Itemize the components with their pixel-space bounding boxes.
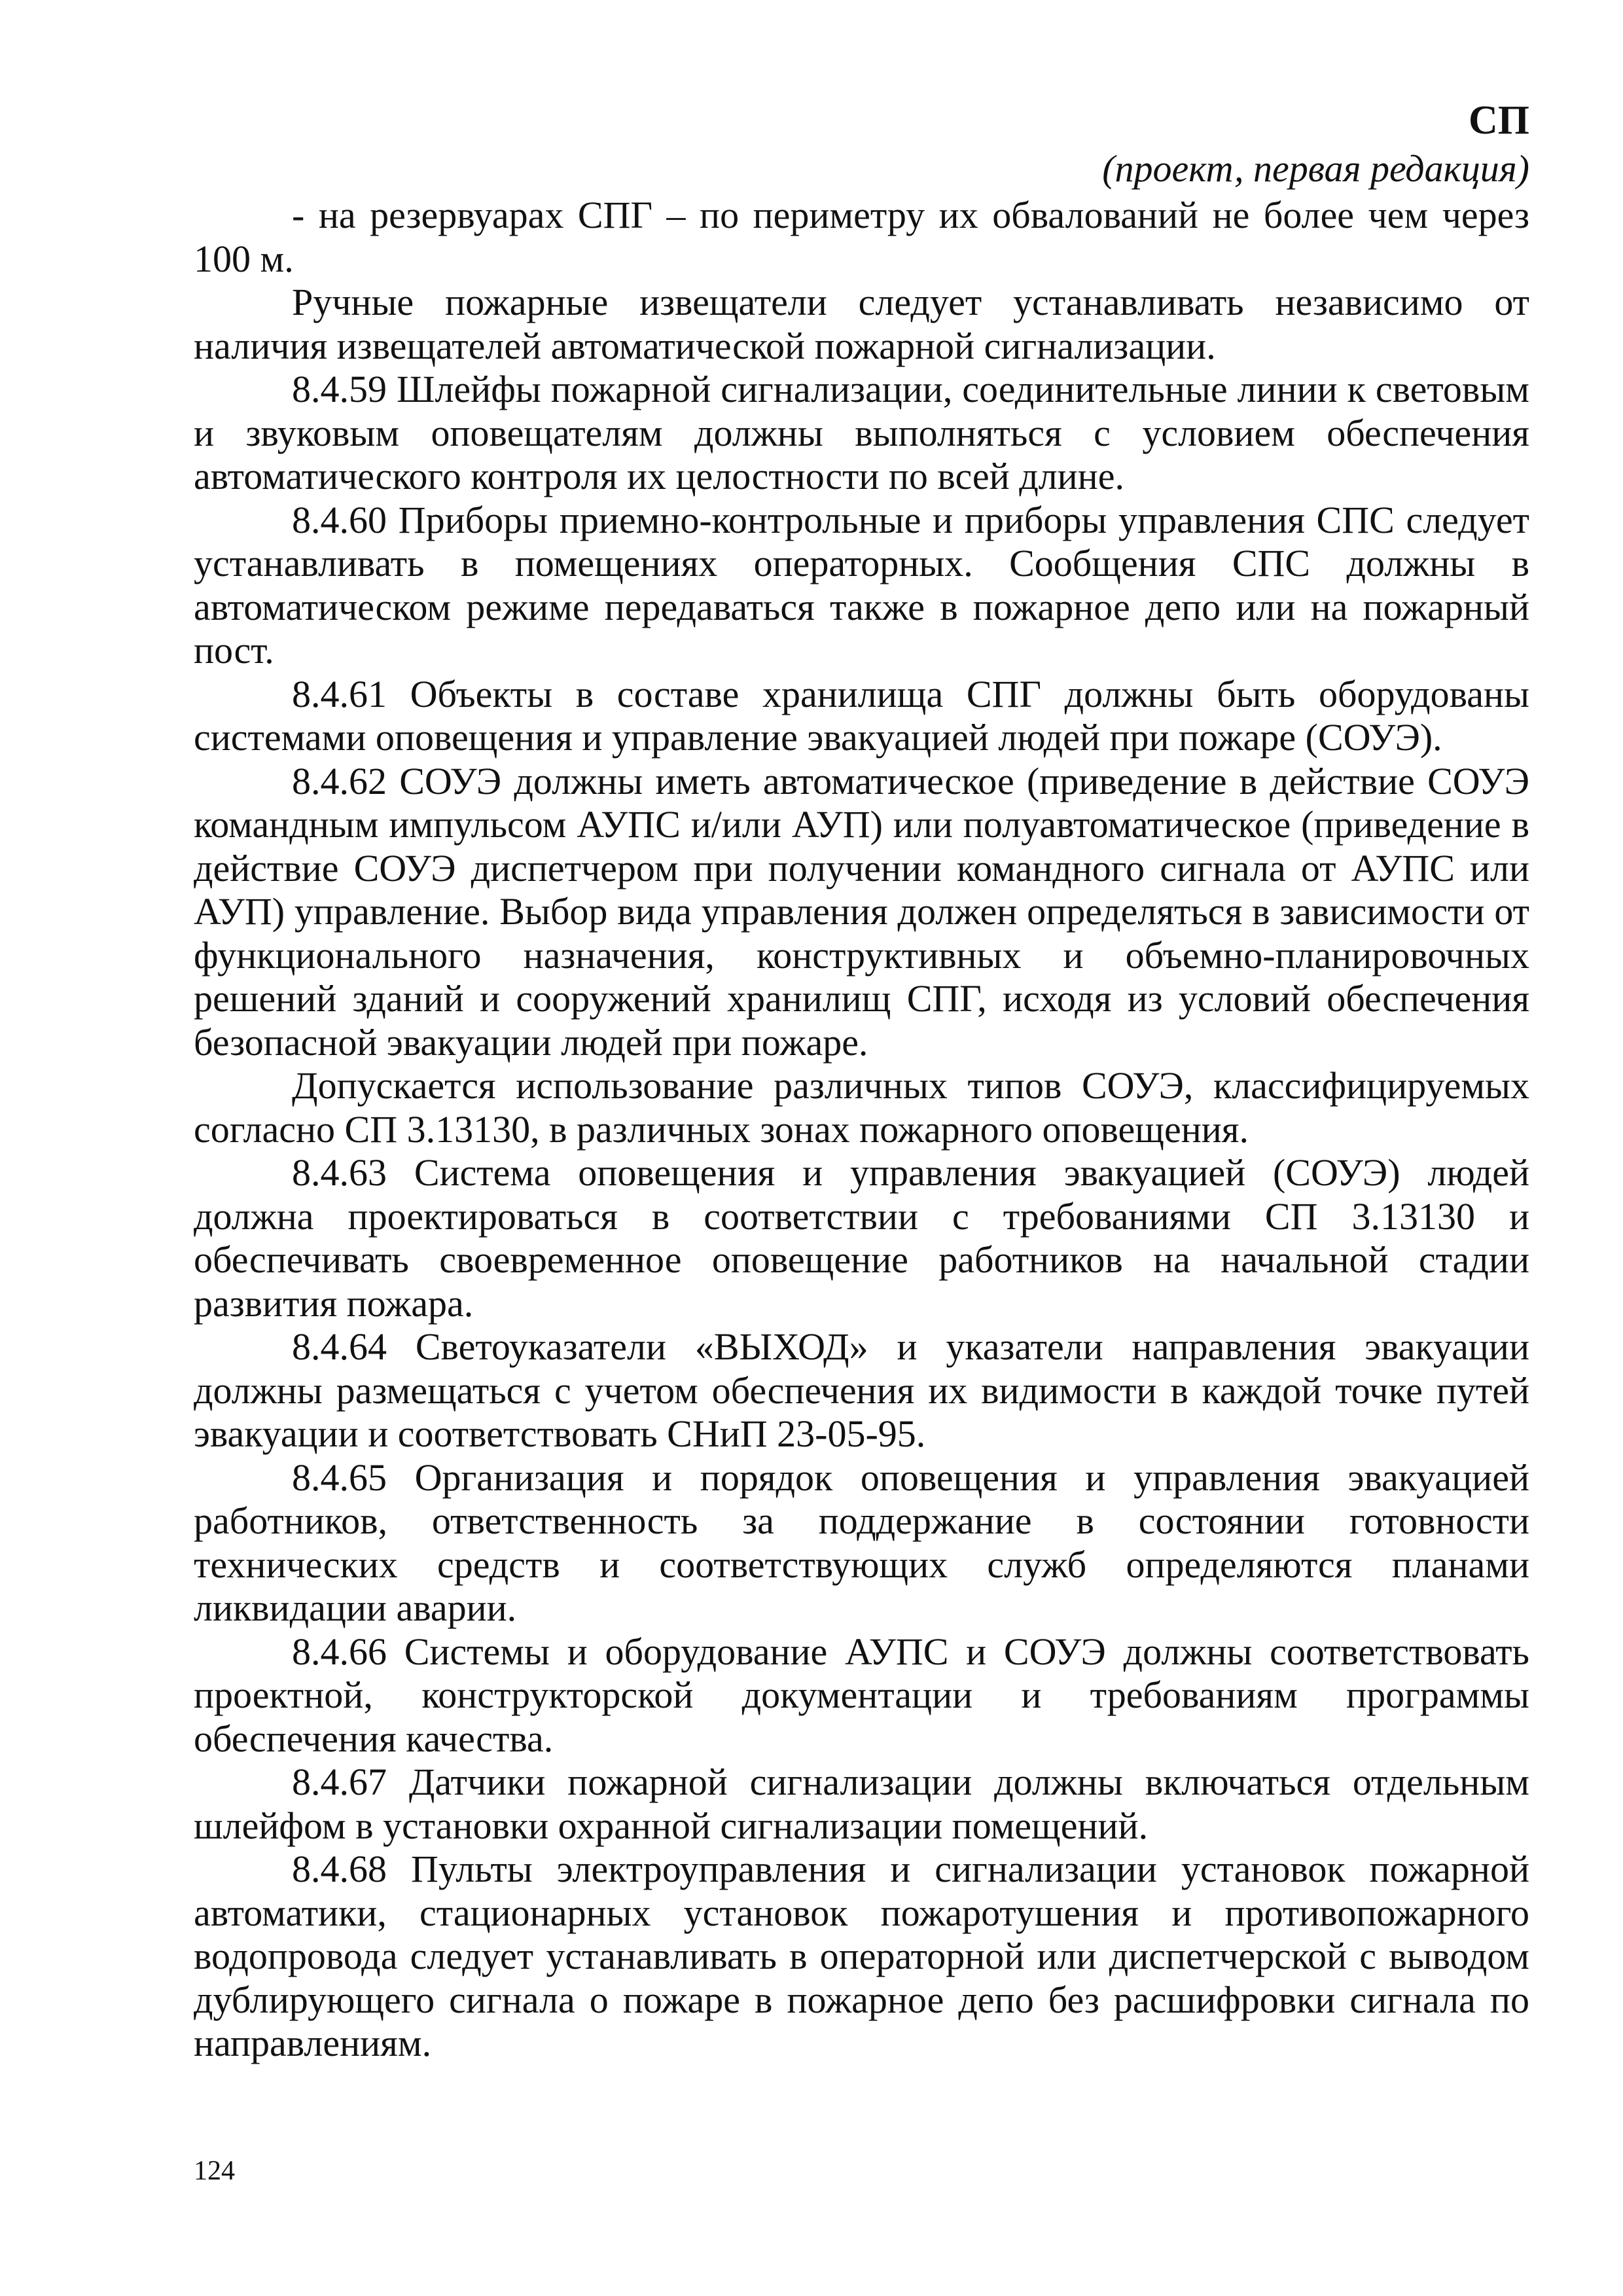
paragraph-soue-types: Допускается использование различных типов СОУЭ, классифицируемых согласно СП 3.13130, в различных зонах пожарного оповещения. xyxy=(194,1064,1529,1151)
paragraph-8-4-64: 8.4.64 Светоуказатели «ВЫХОД» и указатели направления эвакуации должны размещаться с учетом обеспечения их видимости в каждой точке путей эвакуации и соответствовать СНиП 23-05-95. xyxy=(194,1325,1529,1455)
document-body xyxy=(194,194,1529,2066)
paragraph-8-4-61: 8.4.61 Объекты в составе хранилища СПГ должны быть оборудованы системами оповещения и управление эвакуацией людей при пожаре (СОУЭ). xyxy=(194,672,1529,759)
paragraph-reservoir-perimeter: - на резервуарах СПГ – по периметру их обвалований не более чем через 100 м. xyxy=(194,194,1529,280)
paragraph-8-4-67: 8.4.67 Датчики пожарной сигнализации должны включаться отдельным шлейфом в установки охранной сигнализации помещений. xyxy=(194,1761,1529,1847)
paragraph-8-4-65: 8.4.65 Организация и порядок оповещения и управления эвакуацией работников, ответственность за поддержание в состоянии готовности технических средств и соответствующих служб определяются планами ликвидации аварии. xyxy=(194,1456,1529,1629)
document-code: СП xyxy=(1469,98,1529,143)
paragraph-8-4-60: 8.4.60 Приборы приемно-контрольные и приборы управления СПС следует устанавливать в помещениях операторных. Сообщения СПС должны в автоматическом режиме передаваться также в пожарное депо или на пожарный пост. xyxy=(194,498,1529,672)
paragraph-8-4-59: 8.4.59 Шлейфы пожарной сигнализации, соединительные линии к световым и звуковым оповещателям должны выполняться с условием обеспечения автоматического контроля их целостности по всей длине. xyxy=(194,368,1529,497)
page-header xyxy=(0,96,1529,192)
paragraph-8-4-62: 8.4.62 СОУЭ должны иметь автоматическое (приведение в действие СОУЭ командным импульсом АУПС и/или АУП) или полуавтоматическое (приведение в действие СОУЭ диспетчером при получении командного сигнала от АУПС или АУП) управление. Выбор вида управления должен определяться в зависимости от функционального назначения, конструктивных и объемно-планировочных решений зданий и сооружений хранилищ СПГ, исходя из условий обеспечения безопасной эвакуации людей при пожаре. xyxy=(194,759,1529,1064)
paragraph-8-4-63: 8.4.63 Система оповещения и управления эвакуацией (СОУЭ) людей должна проектироваться в соответствии с требованиями СП 3.13130 и обеспечивать своевременное оповещение работников на начальной стадии развития пожара. xyxy=(194,1151,1529,1325)
document-status: (проект, первая редакция) xyxy=(1102,147,1529,190)
paragraph-8-4-66: 8.4.66 Системы и оборудование АУПС и СОУЭ должны соответствовать проектной, конструкторской документации и требованиям программы обеспечения качества. xyxy=(194,1630,1529,1760)
page-number: 124 xyxy=(194,2156,235,2186)
paragraph-8-4-68: 8.4.68 Пульты электроуправления и сигнализации установок пожарной автоматики, стационарных установок пожаротушения и противопожарного водопровода следует устанавливать в операторной или диспетчерской с выводом дублирующего сигнала о пожаре в пожарное депо без расшифровки сигнала по направлениям. xyxy=(194,1848,1529,2064)
paragraph-manual-detectors: Ручные пожарные извещатели следует устанавливать независимо от наличия извещателей автоматической пожарной сигнализации. xyxy=(194,281,1529,367)
